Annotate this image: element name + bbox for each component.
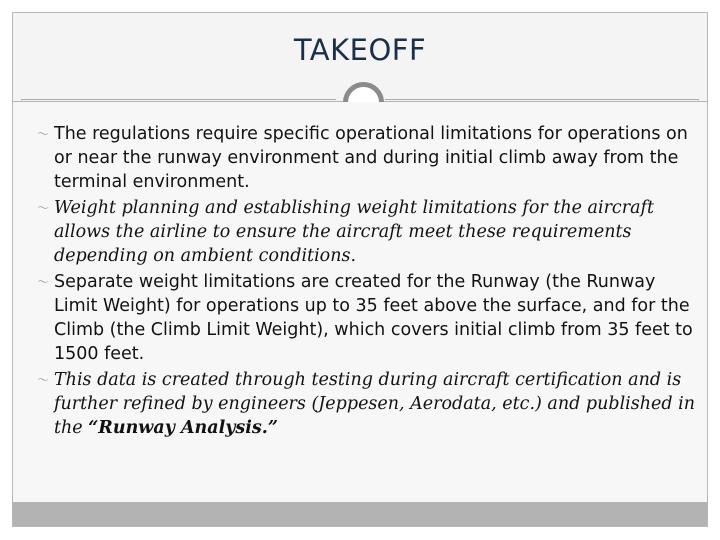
bullet-text: Weight planning and establishing weight limitations for the aircraft allows the airline to ensure the aircraft meet these requirements depending on ambient conditions. — [54, 198, 655, 266]
bullet-item — [37, 270, 697, 366]
title-divider-right — [385, 99, 699, 100]
bullet-item — [37, 196, 697, 268]
runway-analysis-emphasis: “Runway Analysis.” — [88, 418, 278, 438]
bullet-text: This data is created through testing during aircraft certification and is further refined by engineers (Jeppesen, Aerodata, etc.) and published in the — [54, 370, 695, 438]
bullet-text: The regulations require specific operational limitations for operations on or near the runway environment and during initial climb away from the terminal environment. — [54, 124, 688, 192]
slide-title: TAKEOFF — [293, 33, 427, 67]
slide-body — [13, 102, 707, 502]
wavy-bullet-icon: 〜 — [37, 373, 50, 387]
wavy-bullet-icon: 〜 — [37, 275, 50, 289]
bullet-list — [37, 122, 697, 442]
bullet-item — [37, 368, 697, 440]
footer-bar — [13, 502, 707, 526]
wavy-bullet-icon: 〜 — [37, 127, 50, 141]
bullet-item — [37, 122, 697, 194]
slide — [12, 12, 708, 527]
title-divider-left — [21, 99, 336, 100]
wavy-bullet-icon: 〜 — [37, 201, 50, 215]
bullet-text: Separate weight limitations are created for the Runway (the Runway Limit Weight) for operations up to 35 feet above the surface, and for the Climb (the Climb Limit Weight), which covers initial climb from 35 feet to 1500 feet. — [54, 272, 693, 364]
